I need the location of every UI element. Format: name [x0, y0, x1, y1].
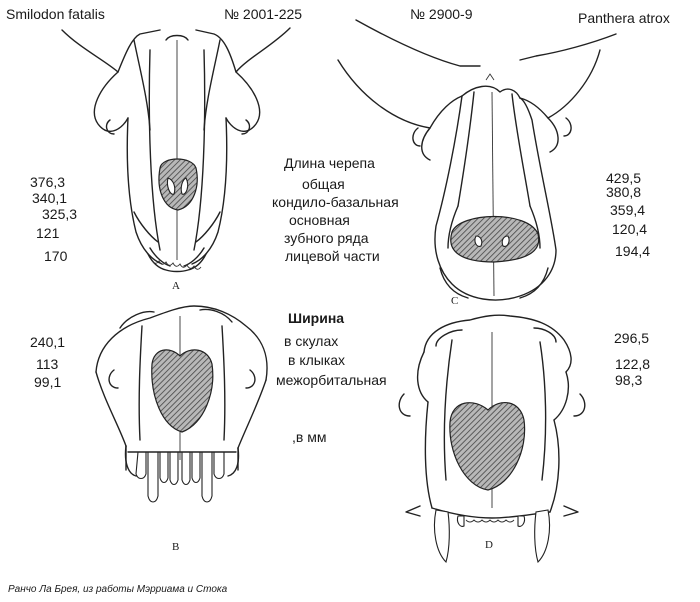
right-length-total: 429,5: [606, 170, 642, 186]
left-length-basal: 325,3: [42, 206, 78, 222]
figure-letter-d: D: [485, 539, 493, 551]
right-length-facial: 194,4: [615, 243, 651, 259]
width-label-zygomatic: в скулах: [284, 333, 339, 349]
figure-letter-a: A: [172, 280, 180, 292]
right-width-canine: 122,8: [615, 356, 651, 372]
source-caption: Ранчо Ла Брея, из работы Мэрриама и Стока: [8, 584, 228, 595]
left-catalog-label: № 2001-225: [224, 6, 303, 22]
right-width-interorbital: 98,3: [615, 372, 643, 388]
right-width-zygomatic: 296,5: [614, 330, 650, 346]
figure-letter-c: C: [451, 295, 459, 307]
left-length-condylobasal: 340,1: [32, 190, 68, 206]
skull-d-drawing: [399, 315, 585, 562]
right-species-label: Panthera atrox: [578, 10, 670, 26]
skull-b-drawing: [96, 306, 267, 502]
left-length-facial: 170: [44, 248, 68, 264]
right-length-tooth-row: 120,4: [612, 221, 648, 237]
length-title: Длина черепа: [284, 155, 375, 171]
width-label-canine: в клыках: [288, 352, 346, 368]
width-label-interorbital: межорбитальная: [276, 372, 387, 388]
left-width-canine: 113: [36, 356, 59, 372]
left-length-tooth-row: 121: [36, 225, 60, 241]
right-catalog-label: № 2900-9: [410, 6, 473, 22]
skull-a-drawing: [62, 28, 290, 272]
right-length-basal: 359,4: [610, 202, 646, 218]
length-label-facial: лицевой части: [285, 248, 380, 264]
length-label-condylobasal: кондило-базальная: [272, 194, 399, 210]
length-label-tooth-row: зубного ряда: [284, 230, 369, 246]
right-length-condylobasal: 380,8: [606, 184, 642, 200]
units-label: ,в мм: [292, 429, 327, 445]
figure-letter-b: B: [172, 541, 180, 553]
left-width-zygomatic: 240,1: [30, 334, 66, 350]
left-species-label: Smilodon fatalis: [6, 6, 105, 22]
length-label-total: общая: [302, 176, 345, 192]
left-width-interorbital: 99,1: [34, 374, 62, 390]
width-title: Ширина: [288, 310, 345, 326]
left-length-total: 376,3: [30, 174, 66, 190]
length-label-basal: основная: [289, 212, 350, 228]
